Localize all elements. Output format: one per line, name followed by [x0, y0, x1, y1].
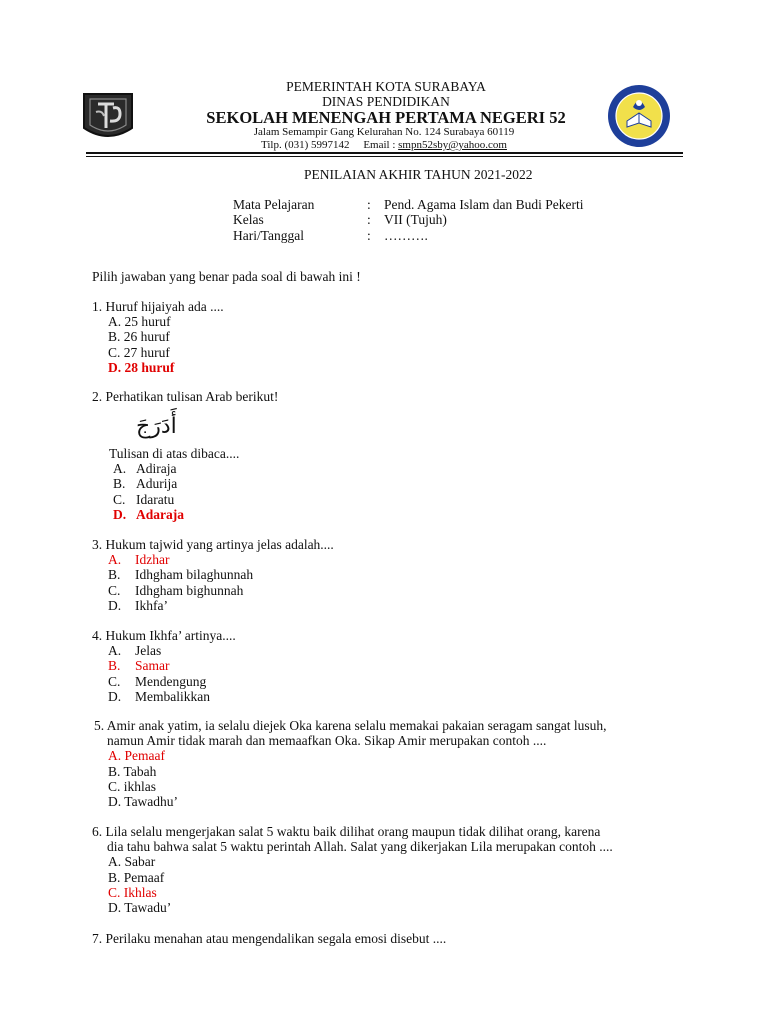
question-3: [92, 537, 334, 613]
option-c[interactable]: C. Idaratu: [113, 491, 175, 507]
question-stem: 7. Perilaku menahan atau mengendalikan segala emosi disebut ....: [92, 931, 447, 946]
option-c[interactable]: C. 27 huruf: [108, 344, 170, 360]
option-b[interactable]: B. Idhgham bilaghunnah: [108, 567, 254, 583]
question-6: [92, 824, 613, 915]
contact-line: [86, 139, 682, 152]
option-a-answer[interactable]: A. Idzhar: [108, 552, 170, 568]
option-d[interactable]: D. Ikhfa’: [108, 597, 168, 613]
meta-colon: :: [367, 197, 371, 212]
meta-value: ……….: [384, 228, 428, 243]
question-7: [92, 931, 446, 946]
question-stem: 6. Lila selalu mengerjakan salat 5 waktu baik dilihat orang maupun tidak dilihat orang, karena: [92, 824, 601, 839]
email-label: Email :: [363, 139, 396, 151]
question-4: [92, 628, 236, 704]
option-a[interactable]: A. Adiraja: [113, 461, 177, 477]
question-stem: 3. Hukum tajwid yang artinya jelas adalah....: [92, 537, 334, 552]
option-b[interactable]: B. 26 huruf: [108, 329, 170, 345]
government-name: PEMERINTAH KOTA SURABAYA: [286, 79, 486, 94]
question-5: [94, 718, 606, 809]
option-c-answer[interactable]: C. Ikhlas: [108, 884, 157, 900]
meta-value: Pend. Agama Islam dan Budi Pekerti: [384, 197, 584, 212]
question-stem-continued: Tulisan di atas dibaca....: [109, 446, 240, 461]
option-b[interactable]: B. Tabah: [108, 763, 157, 779]
department-name: DINAS PENDIDIKAN: [322, 94, 450, 109]
question-stem: 2. Perhatikan tulisan Arab berikut!: [92, 389, 279, 404]
option-a[interactable]: A. Sabar: [108, 854, 156, 870]
school-name: SEKOLAH MENENGAH PERTAMA NEGERI 52: [206, 108, 566, 127]
question-2: [92, 389, 278, 404]
question-stem-continued: dia tahu bahwa salat 5 waktu perintah Allah. Salat yang dikerjakan Lila merupakan contoh ....: [107, 839, 613, 855]
option-d[interactable]: D. Tawadhu’: [108, 794, 179, 810]
school-address: Jalam Semampir Gang Kelurahan No. 124 Surabaya 60119: [253, 126, 515, 138]
meta-colon: :: [367, 228, 371, 243]
option-a[interactable]: A. 25 huruf: [108, 314, 171, 330]
option-a-answer[interactable]: A. Pemaaf: [108, 748, 165, 764]
option-b[interactable]: B. Adurija: [113, 476, 178, 492]
meta-label: Kelas: [233, 212, 264, 227]
phone-number: Tilp. (031) 5997142: [261, 139, 350, 151]
option-d[interactable]: D. Membalikkan: [108, 688, 210, 704]
option-c[interactable]: C. Idhgham bighunnah: [108, 582, 244, 598]
exam-title: PENILAIAN AKHIR TAHUN 2021-2022: [304, 167, 533, 182]
option-d[interactable]: D. Tawadu’: [108, 900, 172, 916]
option-a[interactable]: A. Jelas: [108, 643, 162, 659]
meta-value: VII (Tujuh): [384, 212, 447, 227]
meta-label: Mata Pelajaran: [233, 197, 315, 212]
question-stem: 1. Huruf hijaiyah ada ....: [92, 299, 224, 314]
letterhead-divider-thick: [86, 152, 683, 154]
question-1: [92, 299, 224, 375]
arabic-text: أَدَرَجَ: [136, 414, 177, 439]
question-stem: 4. Hukum Ikhfa’ artinya....: [92, 628, 236, 643]
question-2-body: [92, 446, 239, 522]
letterhead-divider-thin: [86, 156, 683, 157]
question-stem-continued: namun Amir tidak marah dan memaafkan Oka. Sikap Amir merupakan contoh ....: [107, 733, 547, 749]
instruction: Pilih jawaban yang benar pada soal di bawah ini !: [92, 269, 361, 284]
option-b[interactable]: B. Pemaaf: [108, 869, 165, 885]
option-c[interactable]: C. ikhlas: [108, 778, 157, 794]
option-d-answer[interactable]: D. 28 huruf: [108, 359, 175, 375]
question-stem: 5. Amir anak yatim, ia selalu diejek Oka karena selalu memakai pakaian seragam sangat lusuh,: [94, 718, 607, 733]
email-link[interactable]: smpn52sby@yahoo.com: [398, 139, 507, 151]
meta-colon: :: [367, 212, 371, 227]
meta-label: Hari/Tanggal: [233, 228, 305, 243]
option-c[interactable]: C. Mendengung: [108, 673, 207, 689]
option-b-answer[interactable]: B. Samar: [108, 658, 170, 674]
option-d-answer[interactable]: D. Adaraja: [113, 506, 184, 522]
